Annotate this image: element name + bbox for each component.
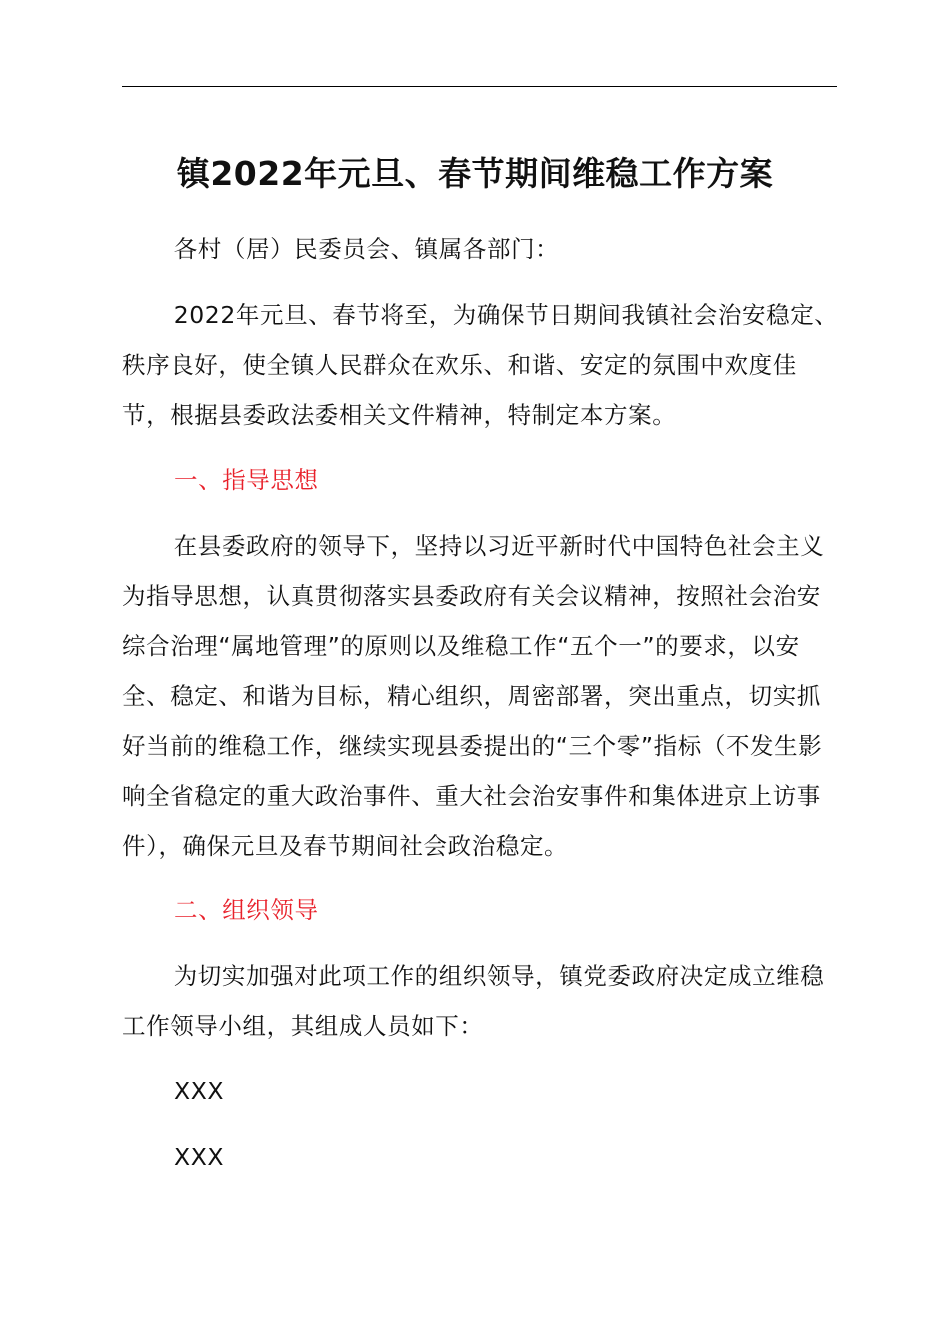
document-title: 镇2022年元旦、春节期间维稳工作方案 bbox=[176, 154, 774, 193]
header-rule bbox=[122, 86, 837, 87]
salutation: 各村（居）民委员会、镇属各部门： bbox=[173, 235, 560, 263]
section-heading-organization: 二、组织领导 bbox=[174, 896, 319, 924]
intro-paragraph: 2022年元旦、春节将至，为确保节日期间我镇社会治安稳定、秩序良好，使全镇人民群众在欢乐、和谐、安定的氛围中欢度佳节，根据县委政法委相关文件精神，特制定本方案。 bbox=[122, 301, 839, 429]
member-name: XXX bbox=[174, 1143, 225, 1171]
section-body-organization: 为切实加强对此项工作的组织领导，镇党委政府决定成立维稳工作领导小组，其组成人员如下： bbox=[122, 962, 825, 1040]
section-heading-guiding-ideology: 一、指导思想 bbox=[174, 466, 319, 494]
member-name: XXX bbox=[174, 1077, 225, 1105]
section-body-guiding-ideology: 在县委政府的领导下，坚持以习近平新时代中国特色社会主义为指导思想，认真贯彻落实县委政府有关会议精神，按照社会治安综合治理“属地管理”的原则以及维稳工作“五个一”的要求，以安全、稳定、和谐为目标，精心组织，周密部署，突出重点，切实抓好当前的维稳工作，继续实现县委提出的“三个零”指标（不发生影响全省稳定的重大政治事件、重大社会治安事件和集体进京上访事件），确保元旦及春节期间社会政治稳定。 bbox=[122, 532, 825, 860]
